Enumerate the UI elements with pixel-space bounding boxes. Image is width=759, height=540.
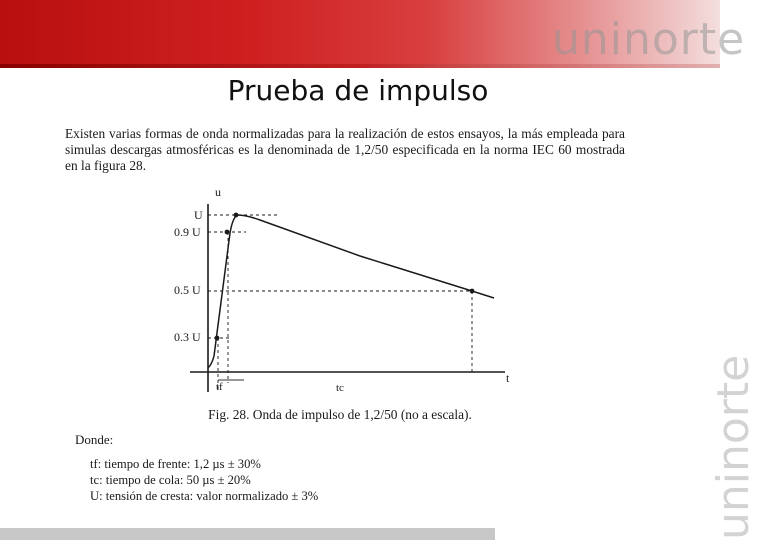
impulse-wave-figure — [160, 178, 520, 408]
definition-front-time: tf: tiempo de frente: 1,2 µs ± 30% — [90, 457, 261, 471]
point-05u-tail — [470, 289, 475, 294]
tail-time-label: tc — [336, 382, 344, 394]
definition-crest-voltage: U: tensión de cresta: valor normalizado ± 3% — [90, 489, 319, 503]
x-axis-label: t — [506, 371, 510, 385]
level-label-05u: 0.5 U — [174, 283, 201, 297]
y-axis-label: u — [215, 185, 221, 199]
definitions-list — [90, 456, 318, 504]
slide-title — [0, 74, 720, 107]
level-label-u: U — [194, 208, 203, 222]
level-label-09u: 0.9 U — [174, 225, 201, 239]
point-03u — [215, 336, 220, 341]
point-peak — [234, 213, 239, 218]
point-09u — [225, 230, 230, 235]
footer-bar — [0, 528, 495, 540]
impulse-wave-curve — [208, 215, 494, 368]
definition-tail-time: tc: tiempo de cola: 50 µs ± 20% — [90, 473, 251, 487]
front-time-label: tf — [216, 381, 223, 393]
figure-caption: Fig. 28. Onda de impulso de 1,2/50 (no a escala). — [208, 407, 472, 422]
donde-label: Donde: — [75, 432, 114, 447]
intro-paragraph: Existen varias formas de onda normalizadas para la realización de estos ensayos, la más empleada para simulas descargas atmosféricas es la denominada de 1,2/50 especificada en la norma IEC 60 mostrada en la figura 28. — [65, 126, 625, 173]
uninorte-logo-top: uninorte — [552, 14, 746, 65]
slide-title-text: Prueba de impulso — [227, 74, 489, 107]
uninorte-logo-side: uninorte — [708, 354, 759, 540]
level-label-03u: 0.3 U — [174, 330, 201, 344]
